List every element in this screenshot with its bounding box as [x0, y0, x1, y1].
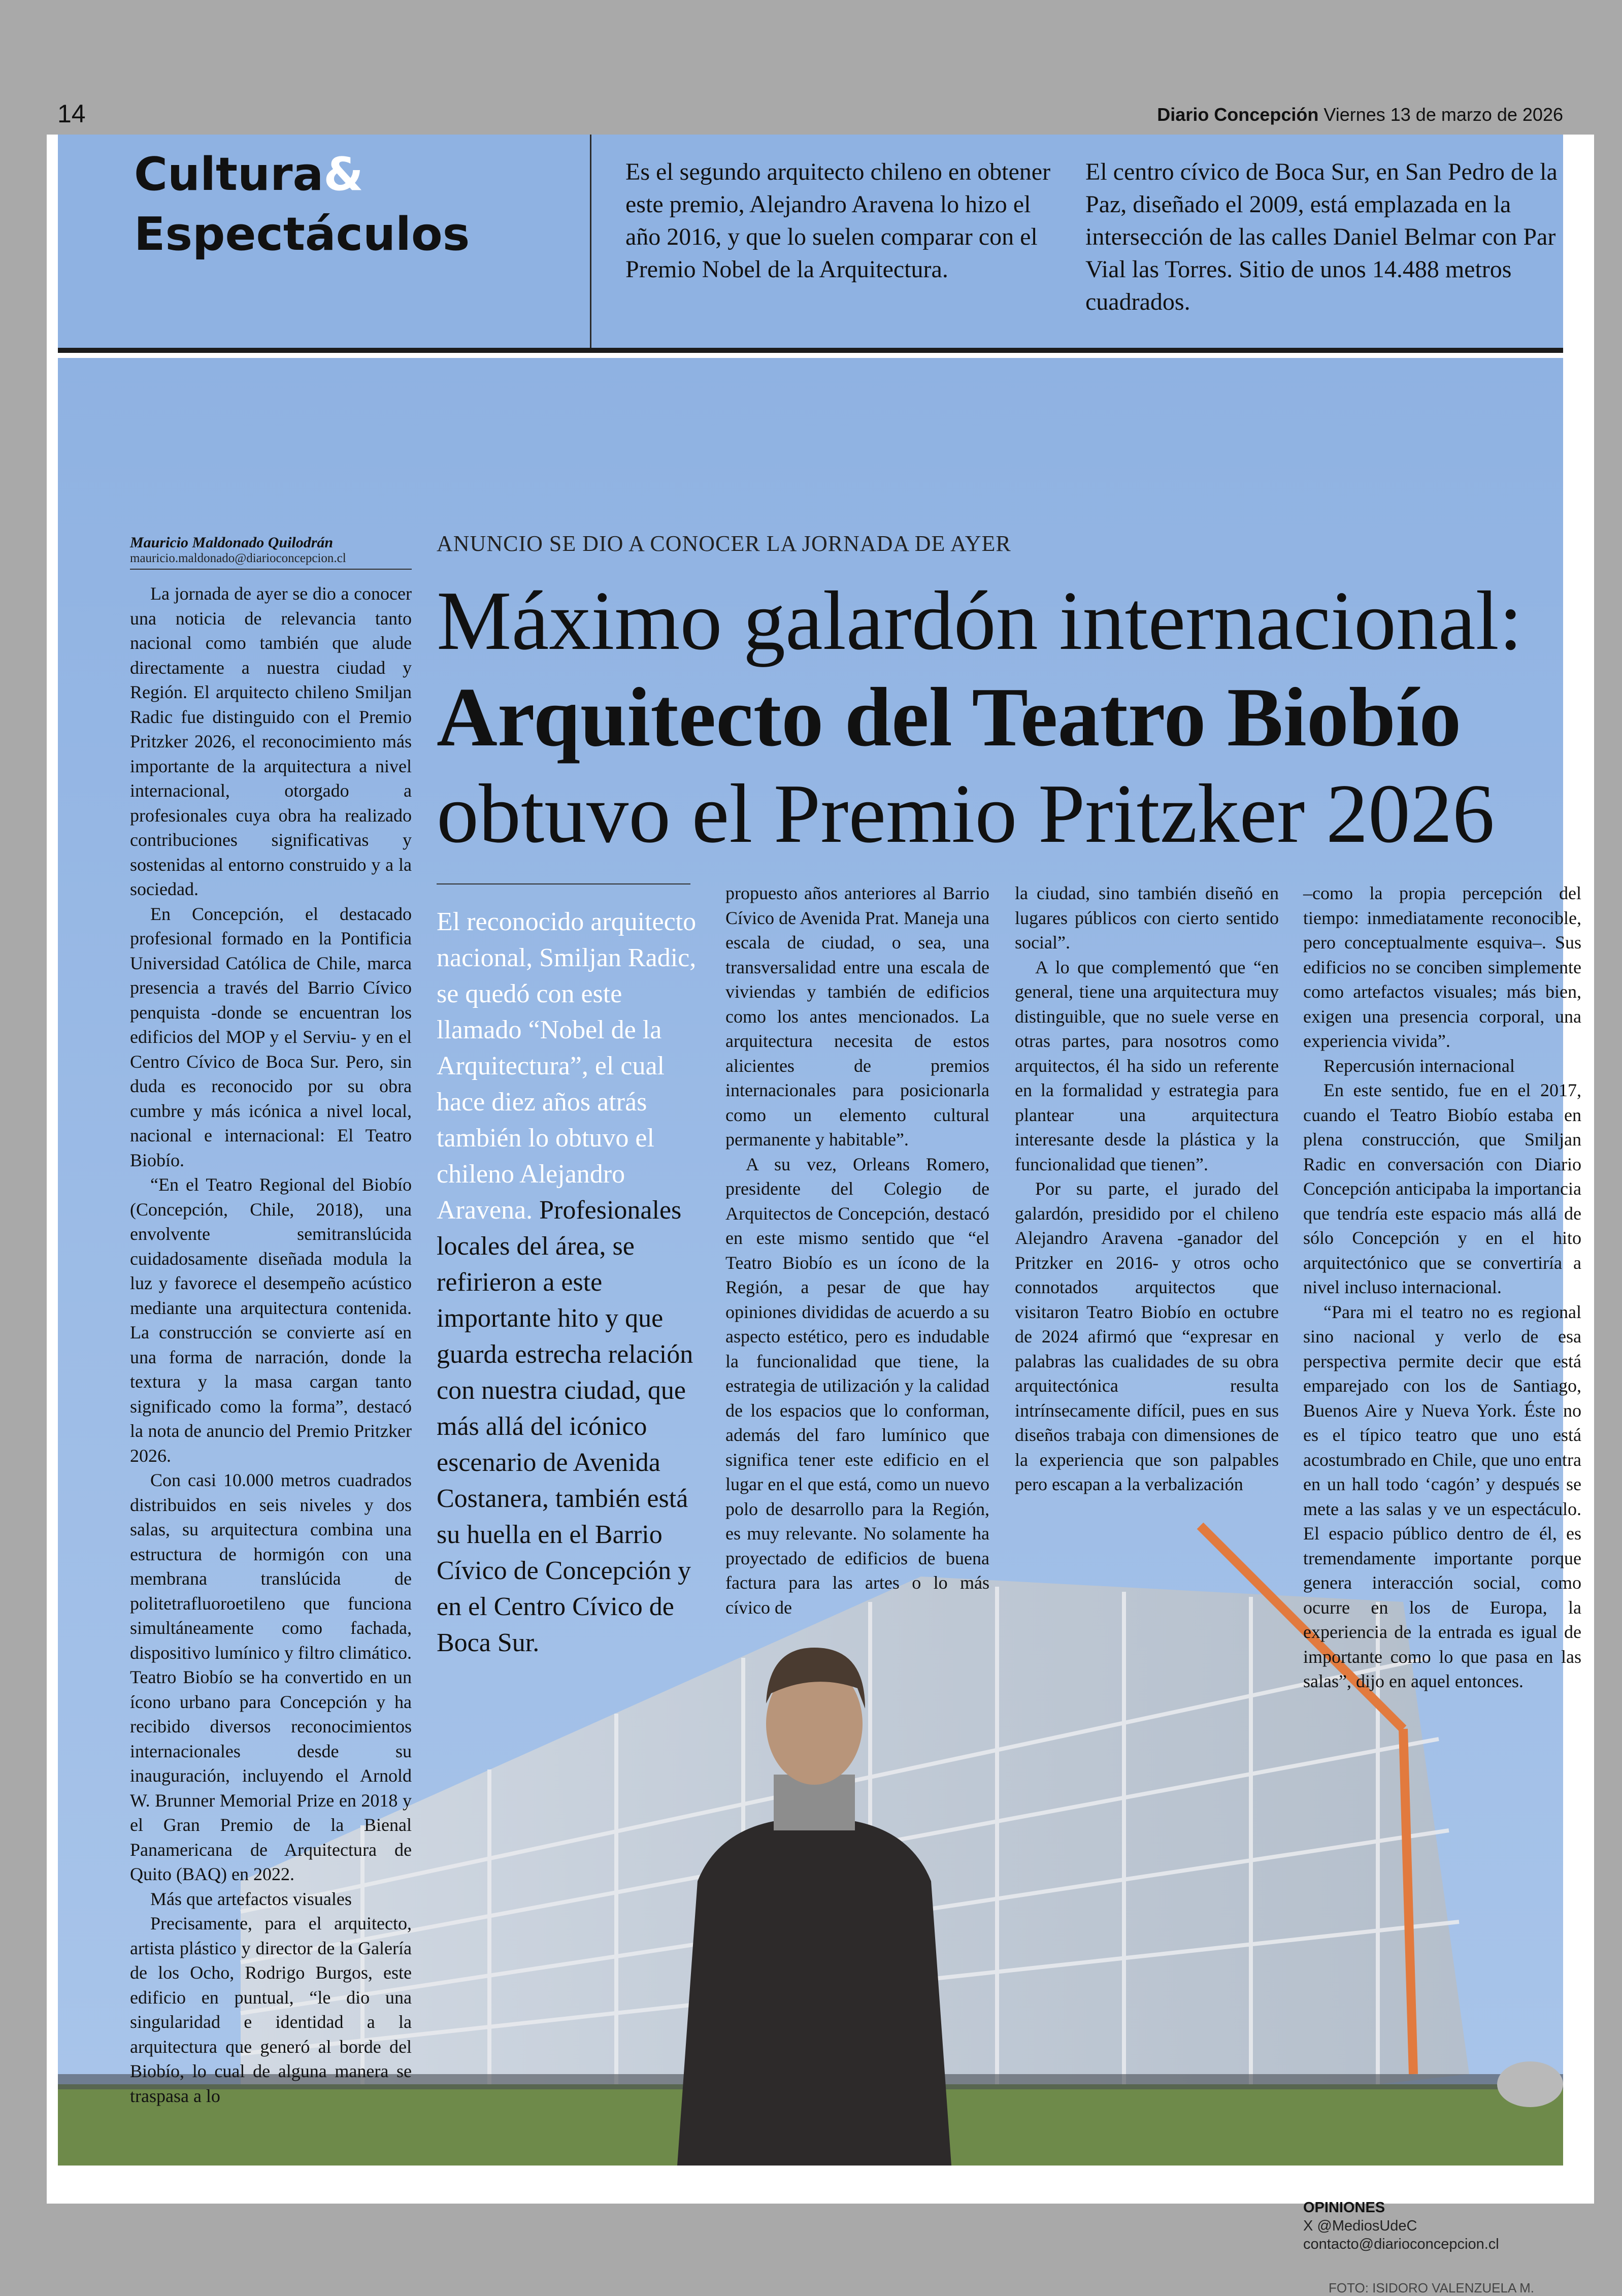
col5-paragraph: “Para mi el teatro no es regional sino nacional y verlo de esa perspectiva permite decir que está emparejado con los de Santiago, Buenos Aire y Nueva York. Éste no es el típico teatro que uno está acostumbrado en Chile, que uno entra en un hall todo ‘cagón’ y después se mete a las salas y ve un espectáculo. El espacio público dentro de él, es tremendamente importante porque genera interacción social, como ocurre en los de Europa, la experiencia de la entrada es igual de importante como lo que pasa en las salas”, dijo en aquel entonces.: [1303, 1301, 1581, 1691]
byline-author: Mauricio Maldonado Quilodrán: [130, 534, 334, 551]
article-column-5: [1303, 881, 1581, 1694]
page-top-margin: [0, 0, 1622, 135]
article-kicker: ANUNCIO SE DIO A CONOCER LA JORNADA DE AYER: [437, 531, 1011, 556]
masthead: [1157, 104, 1563, 125]
col1-paragraph: Precisamente, para el arquitecto, artista plástico y director de la Galería de los Ocho, Rodrigo Burgos, este edificio en puntual, “le dio una singularidad e identidad a la arquitectura que generó al borde del Biobío, lo cual de alguna manera se traspasa a lo: [130, 1913, 412, 2106]
headline-line-2: Arquitecto del Teatro Biobío: [437, 670, 1462, 764]
article-column-3: [725, 881, 989, 1620]
col1-paragraph: Con casi 10.000 metros cuadrados distribuidos en seis niveles y dos salas, su arquitectura combina una estructura de hormigón con una membrana translúcida de politetrafluoroetileno que funciona simultáneamente como fachada, dispositivo lumínico y filtro climático. Teatro Biobío se ha convertido en un ícono urbano para Concepción y ha recibido diversos reconocimientos internacionales desde su inauguración, incluyendo el Arnold W. Brunner Memorial Prize en 2018 y el Gran Premio de la Bienal Panamericana de Arquitectura de Quito (BAQ) en 2022.: [130, 1470, 412, 1884]
article-column-1: [130, 581, 412, 2108]
section-title: [134, 145, 470, 265]
article-headline: [437, 572, 1579, 862]
header-rule: [58, 348, 1563, 353]
opinions-title: OPINIONES: [1303, 2200, 1385, 2216]
col4-paragraph: la ciudad, sino también diseñó en lugares públicos con cierto sentido social”.: [1015, 883, 1279, 953]
footer-bubble: [1497, 2061, 1563, 2107]
col3-paragraph: propuesto años anteriores al Barrio Cívico de Avenida Prat. Maneja una escala de ciudad, o sea, una transversalidad entre una escala de viviendas y también de edificios como los antes mencionados. La arquitectura necesita de estos alicientes de premios internacionales para posicionarla como un elemento cultural permanente y habitable”.: [725, 883, 989, 1150]
header-note-boca-sur: El centro cívico de Boca Sur, en San Pedro de la Paz, diseñado el 2009, está emplazada en la intersección de las calles Daniel Belmar con Par Vial las Torres. Sitio de unos 14.488 metros cuadrados.: [1085, 158, 1558, 315]
article-deck: [437, 904, 701, 1661]
article-column-4: [1015, 881, 1279, 1497]
section-header: [58, 135, 1563, 348]
masthead-date: Viernes 13 de marzo de 2026: [1323, 104, 1563, 125]
col1-subhead: Más que artefactos visuales: [150, 1888, 352, 1909]
masthead-name: Diario Concepción: [1157, 104, 1319, 125]
col3-paragraph: A su vez, Orleans Romero, presidente del Colegio de Arquitectos de Concepción, destacó en este mismo sentido que “el Teatro Biobío es un ícono de la Región, a pesar de que hay opiniones divididas de acuerdo a su aspecto estético, pero es indudable la funcionalidad que tiene, la estrategia de utilización y la calidad de los espacios que lo conforman, además del faro lumínico que significa tener este edificio en el lugar en el que está, como un nuevo polo de desarrollo para la Región, es muy relevante. No solamente ha proyectado de edificios de buena factura para las artes o lo más cívico de: [725, 1154, 989, 1618]
opinions-social[interactable]: X @MediosUdeC: [1303, 2218, 1417, 2234]
section-title-part2: Espectáculos: [134, 208, 470, 261]
section-title-amp: &: [323, 148, 363, 201]
col1-paragraph: La jornada de ayer se dio a conocer una noticia de relevancia tanto nacional como también que alude directamente a nuestra ciudad y Región. El arquitecto chileno Smiljan Radic fue distinguido con el Premio Pritzker 2026, el reconocimiento más importante de la arquitectura a nivel internacional, otorgado a profesionales cuya obra ha realizado contribuciones significativas y sostenidas al entorno construido y a la sociedad.: [130, 583, 412, 899]
opinions-email[interactable]: contacto@diarioconcepcion.cl: [1303, 2236, 1499, 2252]
col5-subhead: Repercusión internacional: [1323, 1055, 1515, 1076]
col5-paragraph: –como la propia percepción del tiempo: inmediatamente reconocible, pero conceptualmente esquiva–. Sus edificios no se conciben simplemente como artefactos visuales; más bien, exigen una presencia corporal, una experiencia vivida”.: [1303, 883, 1581, 1051]
byline: [130, 534, 412, 570]
byline-email[interactable]: mauricio.maldonado@diarioconcepcion.cl: [130, 551, 346, 565]
man-jacket: [677, 1820, 951, 2166]
col1-paragraph: “En el Teatro Regional del Biobío (Concepción, Chile, 2018), una envolvente semitranslúcida cuidadosamente diseñada modula la luz y favorece el desempeño acústico mediante una arquitectura contenida. La construcción se convierte así en una forma de narración, donde la textura y la masa cargan tanto significado como la forma”, destacó la nota de anuncio del Premio Pritzker 2026.: [130, 1174, 412, 1466]
photo-credit: FOTO: ISIDORO VALENZUELA M.: [1328, 2280, 1534, 2295]
headline-line-1: Máximo galardón internacional:: [437, 574, 1522, 667]
opinions-box: [1303, 2199, 1499, 2253]
page-number: 14: [57, 100, 86, 128]
header-note-pritzker: Es el segundo arquitecto chileno en obtener este premio, Alejandro Aravena lo hizo el año 2016, y que lo suelen comparar con el Premio Nobel de la Arquitectura.: [625, 158, 1051, 283]
headline-line-3: obtuvo el Premio Pritzker 2026: [437, 767, 1495, 860]
header-divider: [590, 135, 591, 348]
section-title-part1: Cultura: [134, 148, 324, 201]
col4-paragraph: Por su parte, el jurado del galardón, presidido por el chileno Alejandro Aravena -ganador del Pritzker en 2016- y otros ocho connotados arquitectos que visitaron Teatro Biobío en octubre de 2024 afirmó que “expresar en palabras las cualidades de su obra arquitectónica resulta intrínsecamente difícil, pues en sus diseños trabaja con dimensiones de la experiencia que son palpables pero escapan a la verbalización: [1015, 1178, 1279, 1494]
col1-paragraph: En Concepción, el destacado profesional formado en la Pontificia Universidad Católica de Chile, marca presencia a través del Barrio Cívico penquista -donde se encuentran los edificios del MOP y el Serviu- y en el Centro Cívico de Boca Sur. Pero, sin duda es reconocido por su obra cumbre y más icónica a nivel local, nacional e internacional: El Teatro Biobío.: [130, 903, 412, 1170]
deck-lead: El reconocido arquitecto nacional, Smiljan Radic, se quedó con este llamado “Nobel de la Arquitectura”, el cual hace diez años atrás también lo obtuvo el chileno Alejandro Aravena.: [437, 907, 697, 1225]
col5-paragraph: En este sentido, fue en el 2017, cuando el Teatro Biobío estaba en plena construcción, que Smiljan Radic en conversación con Diario Concepción anticipaba la importancia que tendría este espacio más allá de sólo Concepción y en el hito arquitectónico que se convertiría a nivel incluso internacional.: [1303, 1080, 1581, 1297]
col4-paragraph: A lo que complementó que “en general, tiene una arquitectura muy distinguible, que no suele verse en otras partes, para nosotros como arquitectos, él ha sido un referente en la formalidad y estrategia para plantear una arquitectura interesante desde la plástica y la funcionalidad que tienen”.: [1015, 957, 1279, 1174]
deck-top-rule: [437, 883, 690, 884]
deck-body: Profesionales locales del área, se refirieron a este importante hito y que guarda estrecha relación con nuestra ciudad, que más allá del icónico escenario de Avenida Costanera, también está su huella en el Barrio Cívico de Concepción y en el Centro Cívico de Boca Sur.: [437, 1196, 693, 1657]
newspaper-page: [47, 135, 1594, 2295]
